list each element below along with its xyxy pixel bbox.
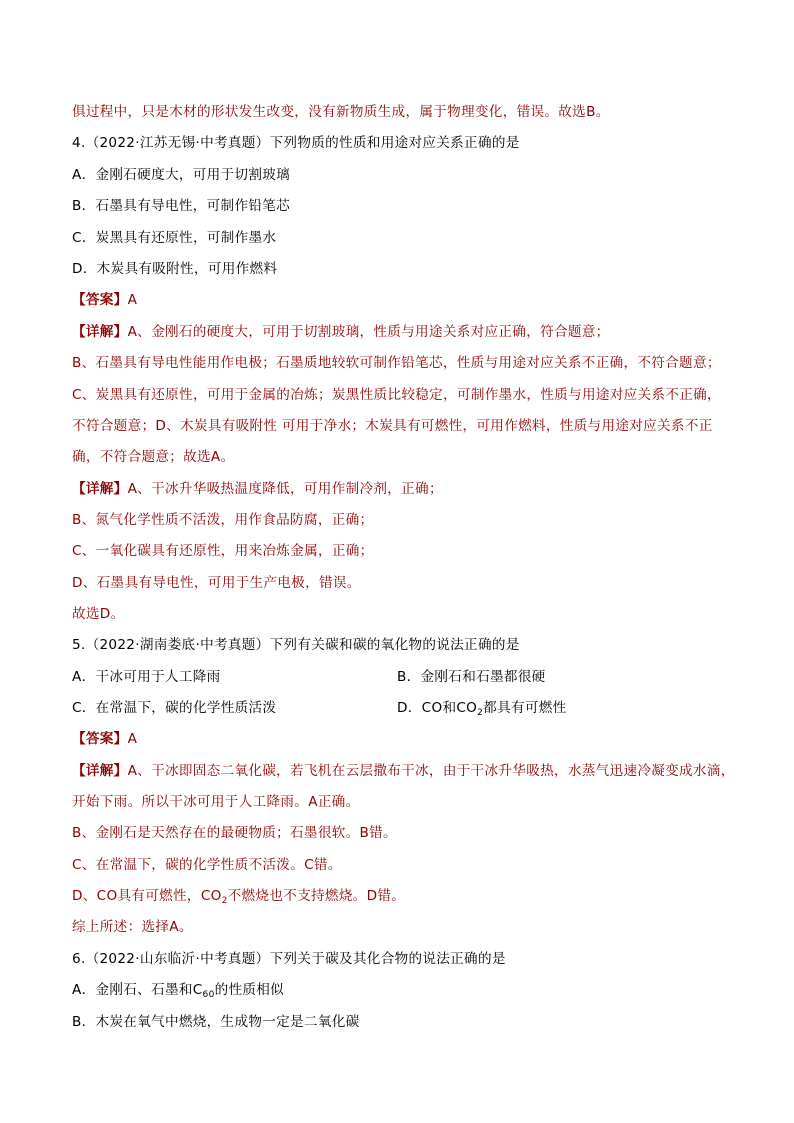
q4-explanation-line xyxy=(72,322,610,342)
q5-option-b: B．金刚石和石墨都很硬 xyxy=(397,669,546,685)
q4-extra-explanation-line: C、一氧化碳具有还原性，用来冶炼金属，正确； xyxy=(72,543,374,559)
q4-answer xyxy=(72,290,137,310)
explain-tag: 【详解】 xyxy=(72,763,128,779)
q5-option-d xyxy=(397,698,567,718)
q5-summary: 综上所述：选择A。 xyxy=(72,919,193,935)
subscript: 60 xyxy=(202,990,215,1000)
option-text: D．CO和CO xyxy=(397,700,478,716)
q5-explanation-line: 开始下雨。所以干冰可用于人工降雨。A正确。 xyxy=(72,794,360,810)
option-text: 的性质相似 xyxy=(214,982,285,998)
q4-option-b: B．石墨具有导电性，可制作铅笔芯 xyxy=(72,198,291,214)
question-4-stem: 4.（2022·江苏无锡·中考真题）下列物质的性质和用途对应关系正确的是 xyxy=(72,135,520,151)
explain-text: A、金刚石的硬度大，可用于切割玻璃，性质与用途关系对应正确，符合题意； xyxy=(127,324,610,340)
option-text: A．金刚石、石墨和C xyxy=(72,982,203,998)
question-5-stem: 5.（2022·湖南娄底·中考真题）下列有关碳和碳的氧化物的说法正确的是 xyxy=(72,637,520,653)
q5-explanation-line: C、在常温下，碳的化学性质不活泼。C错。 xyxy=(72,857,342,873)
prev-explanation-tail: 俱过程中，只是木材的形状发生改变，没有新物质生成，属于物理变化，错误。故选B。 xyxy=(72,104,610,120)
q6-option-a xyxy=(72,980,284,1000)
q5-option-a: A．干冰可用于人工降雨 xyxy=(72,669,221,685)
answer-tag: 【答案】 xyxy=(72,731,128,747)
q5-explanation-line xyxy=(72,761,735,781)
q4-extra-explanation-line: D、石墨具有导电性，可用于生产电极，错误。 xyxy=(72,575,361,591)
q4-explanation-line: C、炭黑具有还原性，可用于金属的冶炼；炭黑性质比较稳定，可制作墨水，性质与用途对应关系不正确， xyxy=(72,387,721,403)
question-6-stem: 6.（2022·山东临沂·中考真题）下列关于碳及其化合物的说法正确的是 xyxy=(72,951,506,967)
q4-option-d: D．木炭具有吸附性，可用作燃料 xyxy=(72,261,278,277)
explain-text: 不燃烧也不支持燃烧。D错。 xyxy=(227,888,406,904)
q4-option-c: C．炭黑具有还原性，可制作墨水 xyxy=(72,230,277,246)
explain-tag: 【详解】 xyxy=(72,481,128,497)
answer-tag: 【答案】 xyxy=(72,292,128,308)
q5-options-row-2 xyxy=(72,698,567,718)
answer-value: A xyxy=(127,731,138,747)
q4-explanation-line: 确，不符合题意；故选A。 xyxy=(72,449,235,465)
q6-option-b: B．木炭在氧气中燃烧，生成物一定是二氧化碳 xyxy=(72,1014,360,1030)
explain-text: A、干冰即固态二氧化碳，若飞机在云层撒布干冰，由于干冰升华吸热，水蒸气迅速冷凝变成水滴， xyxy=(127,763,735,779)
q5-explanation-line: B、金刚石是天然存在的最硬物质；石墨很软。B错。 xyxy=(72,825,397,841)
q4-explanation-line: B、石墨具有导电性能用作电极；石墨质地较软可制作铅笔芯，性质与用途对应关系不正确，不符合题意； xyxy=(72,355,721,371)
q5-explanation-line xyxy=(72,886,405,906)
option-text: 都具有可燃性 xyxy=(483,700,567,716)
q4-explanation-line: 不符合题意；D、木炭具有吸附性 可用于净水；木炭具有可燃性，可用作燃料，性质与用途对应关系不正 xyxy=(72,418,713,434)
subscript: 2 xyxy=(221,896,228,906)
subscript: 2 xyxy=(477,708,484,718)
q5-answer xyxy=(72,729,137,749)
explain-tag: 【详解】 xyxy=(72,324,128,340)
q4-extra-explanation-line: B、氮气化学性质不活泼，用作食品防腐，正确； xyxy=(72,512,374,528)
q5-options-row-1 xyxy=(72,667,546,687)
q4-extra-explanation-line: 故选D。 xyxy=(72,606,125,622)
q4-extra-explanation-line xyxy=(72,479,443,499)
explain-text: D、CO具有可燃性，CO xyxy=(72,888,222,904)
answer-value: A xyxy=(127,292,138,308)
explain-text: A、干冰升华吸热温度降低，可用作制冷剂，正确； xyxy=(127,481,443,497)
q5-option-c: C．在常温下，碳的化学性质活泼 xyxy=(72,700,277,716)
q4-option-a: A．金刚石硬度大，可用于切割玻璃 xyxy=(72,167,291,183)
